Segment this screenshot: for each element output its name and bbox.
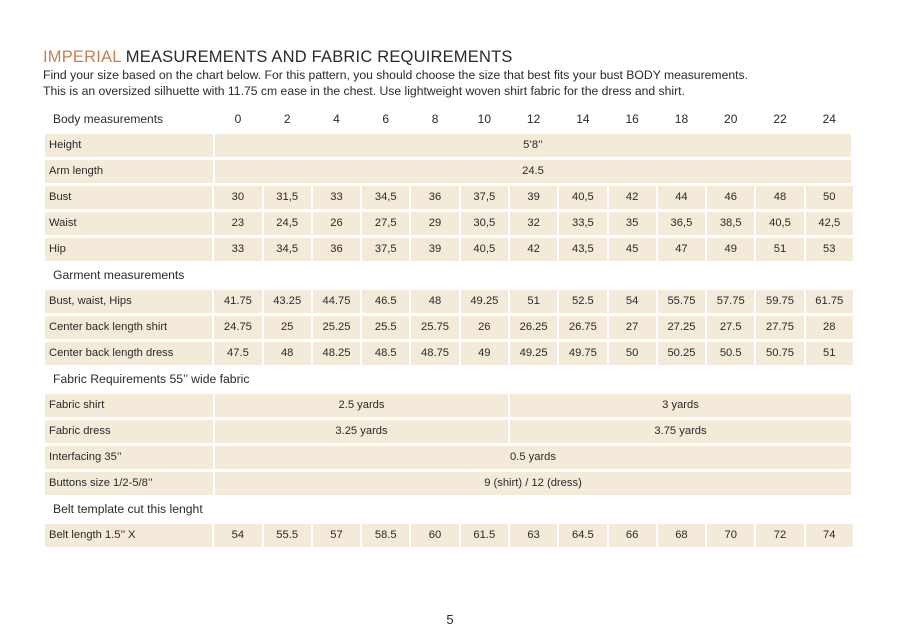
table-cell: 30	[214, 186, 261, 209]
table-cell: 49	[461, 342, 508, 365]
belt-section-title: Belt template cut this lenght	[53, 502, 203, 516]
size-chart	[45, 108, 853, 550]
row-label: Belt length 1.5’’ X	[45, 524, 212, 547]
table-cell: 41.75	[214, 290, 261, 313]
arm-length-row	[45, 160, 853, 183]
table-cell: 68	[658, 524, 705, 547]
fabric-shirt-small: 2.5 yards	[215, 394, 508, 417]
page-heading	[43, 48, 513, 67]
table-cell: 23	[214, 212, 261, 235]
table-cell: 25	[264, 316, 311, 339]
table-cell: 27.75	[756, 316, 803, 339]
heading-accent: IMPERIAL	[43, 48, 122, 66]
center-back-dress-row	[45, 342, 853, 365]
table-cell: 48	[264, 342, 311, 365]
table-cell: 43.25	[264, 290, 311, 313]
table-cell: 25.75	[411, 316, 458, 339]
bust-row	[45, 186, 853, 209]
table-cell: 57.75	[707, 290, 754, 313]
table-cell: 31,5	[264, 186, 311, 209]
size-header: 8	[431, 112, 439, 126]
height-row	[45, 134, 853, 157]
intro-text	[43, 67, 748, 99]
table-cell: 29	[411, 212, 458, 235]
table-cell: 54	[214, 524, 261, 547]
table-cell: 38,5	[707, 212, 754, 235]
table-cell: 44	[658, 186, 705, 209]
table-cell: 27.25	[658, 316, 705, 339]
table-cell: 26	[461, 316, 508, 339]
page-number: 5	[446, 612, 454, 627]
table-cell: 26	[313, 212, 360, 235]
fabric-section-title: Fabric Requirements 55’’ wide fabric	[53, 372, 250, 386]
size-header: 14	[576, 112, 590, 126]
table-cell: 25.5	[362, 316, 409, 339]
table-cell: 55.5	[264, 524, 311, 547]
table-cell: 36	[411, 186, 458, 209]
table-cell: 54	[609, 290, 656, 313]
row-label: Fabric dress	[45, 420, 213, 443]
garment-section-title: Garment measurements	[53, 268, 185, 282]
table-cell: 45	[609, 238, 656, 261]
table-cell: 37,5	[362, 238, 409, 261]
table-cell: 59.75	[756, 290, 803, 313]
garment-bust-row	[45, 290, 853, 313]
arm-length-value: 24.5	[215, 160, 851, 183]
table-cell: 51	[806, 342, 853, 365]
table-cell: 36,5	[658, 212, 705, 235]
table-cell: 48	[756, 186, 803, 209]
table-cell: 27.5	[707, 316, 754, 339]
size-header: 18	[674, 112, 689, 126]
table-cell: 24.75	[214, 316, 261, 339]
size-header: 24	[822, 112, 836, 126]
row-label: Bust	[45, 186, 212, 209]
row-label: Waist	[45, 212, 212, 235]
table-cell: 37,5	[461, 186, 508, 209]
fabric-dress-small: 3.25 yards	[215, 420, 508, 443]
table-cell: 33	[214, 238, 261, 261]
body-measurements-header	[45, 108, 853, 131]
body-measurements-title: Body measurements	[53, 112, 164, 126]
table-cell: 40,5	[461, 238, 508, 261]
heading-rest: MEASUREMENTS AND FABRIC REQUIREMENTS	[121, 48, 513, 66]
interfacing-row	[45, 446, 853, 469]
table-cell: 47.5	[214, 342, 261, 365]
table-cell: 27	[609, 316, 656, 339]
table-cell: 49.25	[461, 290, 508, 313]
hip-row	[45, 238, 853, 261]
table-cell: 46.5	[362, 290, 409, 313]
row-label: Interfacing 35’’	[45, 446, 213, 469]
fabric-shirt-large: 3 yards	[510, 394, 851, 417]
table-cell: 61.75	[806, 290, 853, 313]
belt-length-row	[45, 524, 853, 547]
table-cell: 26.75	[559, 316, 606, 339]
table-cell: 50.25	[658, 342, 705, 365]
table-cell: 28	[806, 316, 853, 339]
table-cell: 58.5	[362, 524, 409, 547]
table-cell: 50	[806, 186, 853, 209]
size-header: 2	[283, 112, 291, 126]
table-cell: 72	[756, 524, 803, 547]
table-cell: 44.75	[313, 290, 360, 313]
table-cell: 66	[609, 524, 656, 547]
size-header: 12	[526, 112, 541, 126]
table-cell: 34,5	[264, 238, 311, 261]
table-cell: 48	[411, 290, 458, 313]
table-cell: 52.5	[559, 290, 606, 313]
table-cell: 42,5	[806, 212, 853, 235]
table-cell: 40,5	[756, 212, 803, 235]
table-cell: 51	[756, 238, 803, 261]
table-cell: 39	[510, 186, 557, 209]
size-header: 6	[382, 112, 390, 126]
table-cell: 63	[510, 524, 557, 547]
table-cell: 36	[313, 238, 360, 261]
fabric-dress-row	[45, 420, 853, 443]
table-cell: 48.25	[313, 342, 360, 365]
table-cell: 50	[609, 342, 656, 365]
size-header: 4	[333, 112, 340, 126]
intro-line-2: This is an oversized silhuette with 11.75 cm ease in the chest. Use lightweight woven shirt fabric for the dress and shirt.	[43, 84, 685, 98]
table-cell: 64.5	[559, 524, 606, 547]
table-cell: 33,5	[559, 212, 606, 235]
table-cell: 53	[806, 238, 853, 261]
table-cell: 30,5	[461, 212, 508, 235]
row-label: Height	[45, 134, 213, 157]
table-cell: 49.25	[510, 342, 557, 365]
table-cell: 61.5	[461, 524, 508, 547]
table-cell: 42	[510, 238, 557, 261]
row-label: Arm length	[45, 160, 213, 183]
table-cell: 35	[609, 212, 656, 235]
size-header: 20	[724, 112, 738, 126]
table-cell: 49.75	[559, 342, 606, 365]
size-header: 22	[773, 112, 787, 126]
table-cell: 25.25	[313, 316, 360, 339]
table-cell: 32	[510, 212, 557, 235]
row-label: Center back length shirt	[45, 316, 212, 339]
table-cell: 50.75	[756, 342, 803, 365]
row-label: Buttons size 1/2-5/8’’	[45, 472, 213, 495]
table-cell: 43,5	[559, 238, 606, 261]
buttons-value: 9 (shirt) / 12 (dress)	[215, 472, 851, 495]
waist-row	[45, 212, 853, 235]
table-cell: 42	[609, 186, 656, 209]
table-cell: 57	[313, 524, 360, 547]
size-header: 10	[477, 112, 491, 126]
table-cell: 60	[411, 524, 458, 547]
table-cell: 50.5	[707, 342, 754, 365]
table-cell: 48.5	[362, 342, 409, 365]
row-label: Hip	[45, 238, 212, 261]
table-cell: 47	[658, 238, 705, 261]
table-cell: 49	[707, 238, 754, 261]
table-cell: 26.25	[510, 316, 557, 339]
fabric-dress-large: 3.75 yards	[510, 420, 851, 443]
center-back-shirt-row	[45, 316, 853, 339]
table-cell: 24,5	[264, 212, 311, 235]
height-value: 5’8’’	[215, 134, 851, 157]
table-cell: 27,5	[362, 212, 409, 235]
buttons-row	[45, 472, 853, 495]
table-cell: 33	[313, 186, 360, 209]
row-label: Bust, waist, Hips	[45, 290, 212, 313]
fabric-shirt-row	[45, 394, 853, 417]
intro-line-1: Find your size based on the chart below. For this pattern, you should choose the size that best fits your bust BODY measurements.	[43, 68, 748, 82]
row-label: Center back length dress	[45, 342, 212, 365]
table-cell: 74	[806, 524, 853, 547]
row-label: Fabric shirt	[45, 394, 213, 417]
table-cell: 39	[411, 238, 458, 261]
table-cell: 55.75	[658, 290, 705, 313]
size-header: 0	[234, 112, 242, 126]
size-header: 16	[625, 112, 639, 126]
table-cell: 51	[510, 290, 557, 313]
table-cell: 70	[707, 524, 754, 547]
table-cell: 34,5	[362, 186, 409, 209]
table-cell: 40,5	[559, 186, 606, 209]
table-cell: 48.75	[411, 342, 458, 365]
interfacing-value: 0.5 yards	[215, 446, 851, 469]
table-cell: 46	[707, 186, 754, 209]
